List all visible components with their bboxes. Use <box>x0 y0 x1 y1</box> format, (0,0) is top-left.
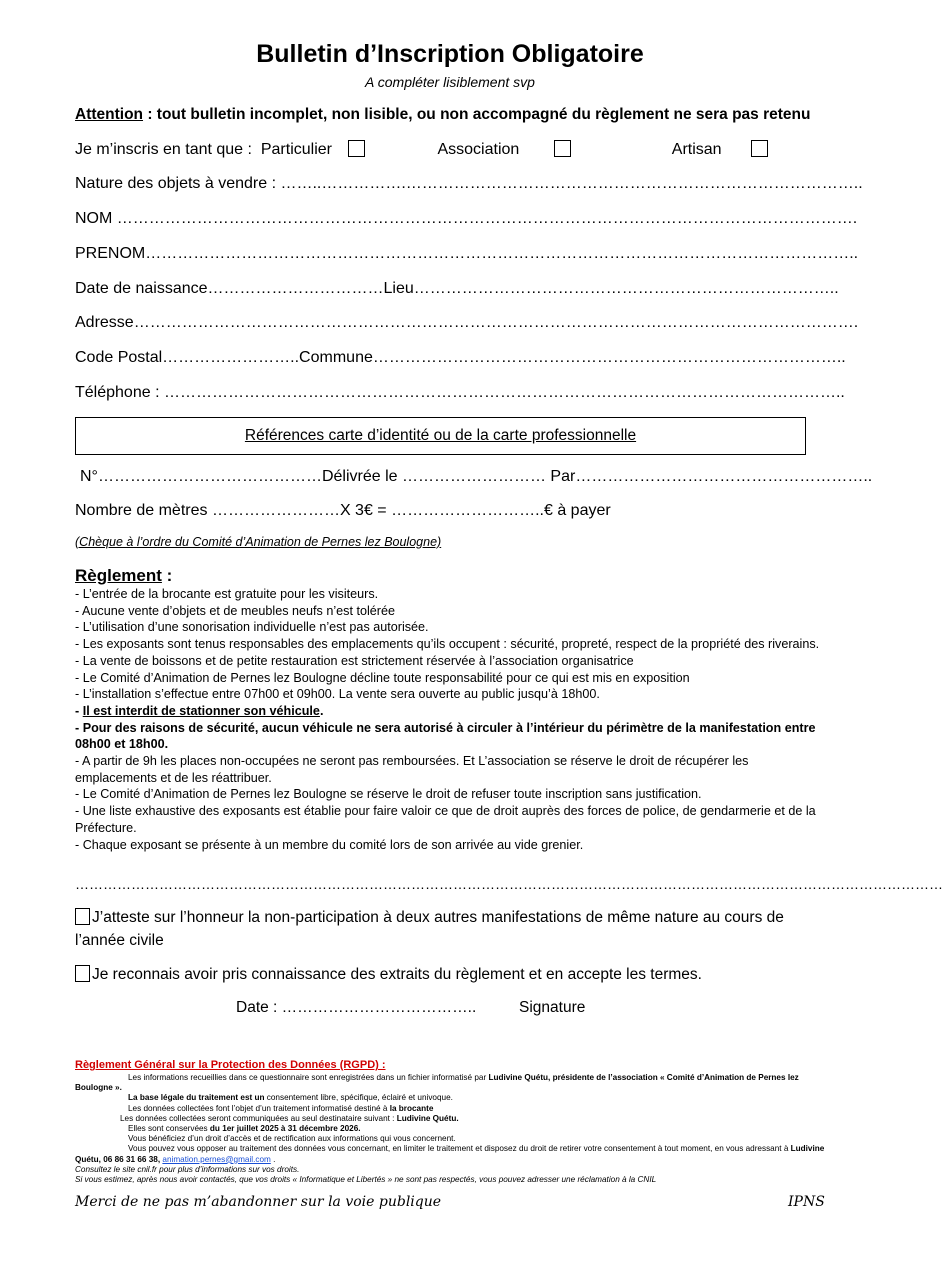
rule-item: - Les exposants sont tenus responsables des emplacements qu’ils occupent : sécurité, propreté, respect de la propriété des riverains. <box>75 637 820 652</box>
reglement-title: Règlement : <box>75 566 173 585</box>
nature-field[interactable]: Nature des objets à vendre : ……..…………….………………………………………………………………………….. <box>75 175 863 192</box>
rule-item-bold: - Il est interdit de stationner son véhicule. <box>75 703 324 718</box>
prenom-field[interactable]: PRENOM…………………………………………………………………………………………………………………….. <box>75 245 859 262</box>
separator-line: …………………………………………………………………………………………………………………………………………………………………… <box>75 876 943 892</box>
particulier-checkbox[interactable] <box>348 140 365 157</box>
attestation-2-checkbox[interactable] <box>75 965 90 982</box>
signature-label: Signature <box>519 999 586 1016</box>
cp-commune-field[interactable]: Code Postal……………………..Commune…………………………………………………………………………….. <box>75 349 846 366</box>
footer-ipns: IPNS <box>788 1194 825 1210</box>
rule-item: - Une liste exhaustive des exposants est établie pour faire valoir ce que de droit auprès des forces de police, de gendarmerie et de la Préfecture. <box>75 804 816 835</box>
option-artisan-label: Artisan <box>671 141 722 158</box>
rule-item: - L’utilisation d’une sonorisation individuelle n’est pas autorisée. <box>75 620 429 635</box>
reference-line[interactable]: N°……………………………………Délivrée le ……………………… Par……………………………………………….. <box>80 468 873 485</box>
rule-item: - La vente de boissons et de petite restauration est strictement réservée à l’association organisatrice <box>75 653 634 668</box>
option-particulier-label: Particulier <box>260 141 332 158</box>
reference-box <box>75 417 806 455</box>
naissance-field[interactable]: Date de naissance……………………………Lieu…………………………………………………………………….. <box>75 280 839 297</box>
email-link[interactable]: animation.pernes@gmail.com <box>162 1154 271 1164</box>
attestation-2 <box>75 963 825 986</box>
attestation-2-text: Je reconnais avoir pris connaissance des extraits du règlement et en accepte les termes. <box>92 966 702 983</box>
association-checkbox[interactable] <box>554 140 571 157</box>
rule-item: - Aucune vente d’objets et de meubles neufs n’est tolérée <box>75 603 395 618</box>
nom-field[interactable]: NOM …………………………………………………………………………………………………………………………. <box>75 210 858 227</box>
rgpd-title: Règlement Général sur la Protection des Données (RGPD) : <box>75 1059 386 1071</box>
attention-text: : tout bulletin incomplet, non lisible, ou non accompagné du règlement ne sera pas retenu <box>143 106 811 123</box>
attention-notice <box>75 106 810 124</box>
attention-label: Attention <box>75 106 144 123</box>
rgpd-text: Les informations recueillies dans ce questionnaire sont enregistrées dans un fichier informatisé par Ludivine Quétu, présidente de l’association « Comité d’Animation de Pernes lez Boulogne ». La base légale du traitement est un consentement libre, spécifique, éclairé et univoque. Les données collectées font l’objet d’un traitement informatisé destiné à la brocante Les données collectées seront communiquées au seul destinataire suivant : Ludivine Quétu. Elles sont conservées du 1er juillet 2025 à 31 décembre 2026. Vous bénéficiez d’un droit d’accès et de rectification aux informations qui vous concernent. Vous pouvez vous opposer au traitement des données vous concernant, en limiter le traitement et disposez du droit de retirer votre consentement à tout moment, en vous adressant à Ludivine Quétu, 06 86 31 66 38, animation.pernes@gmail.com . Consultez le site cnil.fr pour plus d’informations sur vos droits. Si vous estimez, après nous avoir contactés, que vos droits « Informatique et Libertés » ne sont pas respectés, vous pouvez adresser une réclamation à la CNIL <box>75 1073 825 1185</box>
page-subtitle: A compléter lisiblement svp <box>365 74 535 90</box>
rule-item-bold: - Pour des raisons de sécurité, aucun véhicule ne sera autorisé à circuler à l’intérieur du périmètre de la manifestation entre 08h00 et 18h00. <box>75 720 816 752</box>
metres-line[interactable]: Nombre de mètres ……………………X 3€ = ………………………..€ à payer <box>75 502 611 519</box>
rule-item: - L’entrée de la brocante est gratuite pour les visiteurs. <box>75 587 379 601</box>
rule-item: - A partir de 9h les places non-occupées ne seront pas remboursées. Et L’association se réserve le droit de récupérer les emplacements et de les réattribuer. <box>75 754 749 785</box>
reglement-list <box>75 586 825 853</box>
adresse-field[interactable]: Adresse………………………………………………………………………………………………………………………. <box>75 314 859 331</box>
rule-item: - L’installation s’effectue entre 07h00 et 09h00. La vente sera ouverte au public jusqu’à 18h00. <box>75 687 600 702</box>
attestation-1-checkbox[interactable] <box>75 908 90 925</box>
rule-item: - Le Comité d’Animation de Pernes lez Boulogne se réserve le droit de refuser toute inscription sans justification. <box>75 787 702 802</box>
cheque-note: (Chèque à l’ordre du Comité d’Animation de Pernes lez Boulogne) <box>75 535 442 549</box>
attestation-1-text: J’atteste sur l’honneur la non-participation à deux autres manifestations de même nature au cours de l’année civile <box>75 909 784 949</box>
attestation-1 <box>75 906 825 952</box>
option-association-label: Association <box>437 141 520 158</box>
rule-item: - Le Comité d’Animation de Pernes lez Boulogne décline toute responsabilité pour ce qui est mis en exposition <box>75 670 690 685</box>
telephone-field[interactable]: Téléphone : ……………………………………………………………………………………………………………….. <box>75 384 845 401</box>
inscription-row <box>75 140 768 159</box>
inscription-prefix: Je m’inscris en tant que : <box>75 141 252 158</box>
date-field[interactable]: Date : ……………………………….. <box>236 999 477 1016</box>
reference-title: Références carte d’identité ou de la carte professionnelle <box>244 427 637 444</box>
artisan-checkbox[interactable] <box>751 140 768 157</box>
footer-merci: Merci de ne pas m’abandonner sur la voie publique <box>75 1194 442 1210</box>
page-title: Bulletin d’Inscription Obligatoire <box>256 40 644 68</box>
rule-item: - Chaque exposant se présente à un membre du comité lors de son arrivée au vide grenier. <box>75 837 584 852</box>
